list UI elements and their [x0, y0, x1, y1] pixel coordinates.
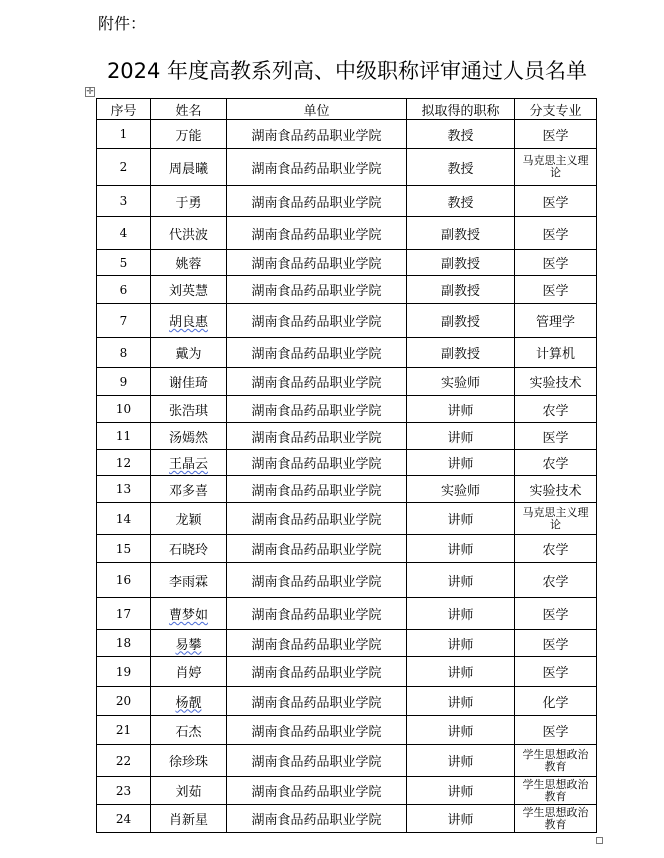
- cell-major: 医学: [515, 250, 597, 276]
- cell-no: 8: [97, 338, 151, 368]
- cell-title: 讲师: [407, 423, 515, 450]
- cell-unit: 湖南食品药品职业学院: [227, 598, 407, 630]
- cell-major: 实验技术: [515, 368, 597, 396]
- cell-major: 化学: [515, 687, 597, 716]
- cell-major: 医学: [515, 716, 597, 745]
- cell-major: 医学: [515, 120, 597, 149]
- cell-unit: 湖南食品药品职业学院: [227, 630, 407, 657]
- spellcheck-name: 曹梦如: [168, 608, 208, 623]
- cell-no: 18: [97, 630, 151, 657]
- cell-unit: 湖南食品药品职业学院: [227, 276, 407, 304]
- cell-unit: 湖南食品药品职业学院: [227, 396, 407, 423]
- cell-name: [151, 598, 227, 630]
- cell-major: 农学: [515, 396, 597, 423]
- cell-major: 学生思想政治教育: [515, 777, 597, 805]
- table-row: [97, 217, 597, 250]
- cell-name: [151, 687, 227, 716]
- cell-unit: 湖南食品药品职业学院: [227, 423, 407, 450]
- cell-no: 21: [97, 716, 151, 745]
- cell-name: 戴为: [151, 338, 227, 368]
- header-no: 序号: [97, 99, 151, 120]
- cell-title: 教授: [407, 120, 515, 149]
- cell-unit: 湖南食品药品职业学院: [227, 368, 407, 396]
- cell-title: 实验师: [407, 368, 515, 396]
- cell-no: 12: [97, 450, 151, 476]
- spellcheck-name: 杨靓: [175, 695, 202, 711]
- cell-title: 讲师: [407, 535, 515, 563]
- cell-major: 学生思想政治教育: [515, 745, 597, 777]
- header-unit: 单位: [227, 99, 407, 120]
- cell-name: 李雨霖: [151, 563, 227, 598]
- cell-name: 张浩琪: [151, 396, 227, 423]
- table-row: [97, 186, 597, 217]
- cell-major: 医学: [515, 657, 597, 687]
- cell-name: 肖新星: [151, 805, 227, 833]
- cell-title: 副教授: [407, 304, 515, 338]
- table-row: [97, 476, 597, 503]
- cell-name: 邓多喜: [151, 476, 227, 503]
- table-body: [97, 120, 597, 833]
- cell-no: 13: [97, 476, 151, 503]
- attachment-label: 附件：: [98, 14, 147, 33]
- spellcheck-name: 胡良惠: [168, 315, 208, 330]
- cell-name: 姚蓉: [151, 250, 227, 276]
- cell-no: 20: [97, 687, 151, 716]
- cell-no: 3: [97, 186, 151, 217]
- cell-major: 农学: [515, 450, 597, 476]
- cell-unit: 湖南食品药品职业学院: [227, 250, 407, 276]
- table-row: [97, 149, 597, 186]
- table-row: [97, 276, 597, 304]
- cell-title: 讲师: [407, 657, 515, 687]
- cell-title: 讲师: [407, 777, 515, 805]
- cell-no: 23: [97, 777, 151, 805]
- cell-name: 徐珍珠: [151, 745, 227, 777]
- cell-title: 讲师: [407, 745, 515, 777]
- cell-title: 讲师: [407, 630, 515, 657]
- cell-name: 刘英慧: [151, 276, 227, 304]
- cell-name: 肖婷: [151, 657, 227, 687]
- table-header-row: [97, 99, 597, 120]
- cell-major: 马克思主义理论: [515, 149, 597, 186]
- cell-no: 10: [97, 396, 151, 423]
- cell-name: 谢佳琦: [151, 368, 227, 396]
- cell-no: 1: [97, 120, 151, 149]
- cell-major: 医学: [515, 598, 597, 630]
- cell-unit: 湖南食品药品职业学院: [227, 805, 407, 833]
- cell-title: 讲师: [407, 687, 515, 716]
- cell-unit: 湖南食品药品职业学院: [227, 777, 407, 805]
- cell-title: 讲师: [407, 716, 515, 745]
- cell-name: [151, 304, 227, 338]
- cell-no: 4: [97, 217, 151, 250]
- cell-title: 教授: [407, 149, 515, 186]
- cell-title: 讲师: [407, 598, 515, 630]
- table-row: [97, 250, 597, 276]
- cell-unit: 湖南食品药品职业学院: [227, 217, 407, 250]
- table-row: [97, 716, 597, 745]
- table-row: [97, 630, 597, 657]
- table-row: [97, 598, 597, 630]
- cell-unit: 湖南食品药品职业学院: [227, 304, 407, 338]
- personnel-table: [96, 98, 597, 833]
- cell-no: 22: [97, 745, 151, 777]
- table-row: [97, 657, 597, 687]
- cell-title: 副教授: [407, 217, 515, 250]
- cell-name: 于勇: [151, 186, 227, 217]
- document-title: 2024 年度高教系列高、中级职称评审通过人员名单: [106, 59, 588, 83]
- cell-unit: 湖南食品药品职业学院: [227, 149, 407, 186]
- cell-title: 讲师: [407, 563, 515, 598]
- table-row: [97, 805, 597, 833]
- cell-no: 11: [97, 423, 151, 450]
- cell-major: 医学: [515, 276, 597, 304]
- cell-no: 5: [97, 250, 151, 276]
- table-row: [97, 503, 597, 535]
- cell-name: 周晨曦: [151, 149, 227, 186]
- cell-title: 副教授: [407, 250, 515, 276]
- cell-unit: 湖南食品药品职业学院: [227, 535, 407, 563]
- cell-unit: 湖南食品药品职业学院: [227, 745, 407, 777]
- table-row: [97, 535, 597, 563]
- cell-name: 汤嫣然: [151, 423, 227, 450]
- move-cross-icon[interactable]: ✛: [86, 87, 94, 97]
- cell-no: 9: [97, 368, 151, 396]
- cell-unit: 湖南食品药品职业学院: [227, 716, 407, 745]
- table-row: [97, 368, 597, 396]
- cell-major: 农学: [515, 535, 597, 563]
- cell-major: 医学: [515, 423, 597, 450]
- cell-title: 讲师: [407, 805, 515, 833]
- table-row: [97, 304, 597, 338]
- cell-unit: 湖南食品药品职业学院: [227, 120, 407, 149]
- cell-unit: 湖南食品药品职业学院: [227, 338, 407, 368]
- cell-major: 实验技术: [515, 476, 597, 503]
- header-major: 分支专业: [515, 99, 597, 120]
- header-title: 拟取得的职称: [407, 99, 515, 120]
- cell-name: 石晓玲: [151, 535, 227, 563]
- spellcheck-name: 王晶云: [168, 457, 208, 472]
- cell-unit: 湖南食品药品职业学院: [227, 186, 407, 217]
- cell-major: 计算机: [515, 338, 597, 368]
- cell-major: 医学: [515, 630, 597, 657]
- cell-title: 讲师: [407, 450, 515, 476]
- cell-unit: 湖南食品药品职业学院: [227, 563, 407, 598]
- cell-no: 6: [97, 276, 151, 304]
- cell-no: 14: [97, 503, 151, 535]
- cell-title: 实验师: [407, 476, 515, 503]
- cell-name: [151, 630, 227, 657]
- cell-title: 副教授: [407, 338, 515, 368]
- cell-name: [151, 450, 227, 476]
- table-row: [97, 423, 597, 450]
- cell-no: 16: [97, 563, 151, 598]
- cell-name: 代洪波: [151, 217, 227, 250]
- cell-name: 刘茹: [151, 777, 227, 805]
- cell-no: 2: [97, 149, 151, 186]
- cell-major: 管理学: [515, 304, 597, 338]
- table-row: [97, 396, 597, 423]
- table-row: [97, 745, 597, 777]
- cell-unit: 湖南食品药品职业学院: [227, 476, 407, 503]
- cell-title: 教授: [407, 186, 515, 217]
- cell-no: 19: [97, 657, 151, 687]
- cell-no: 24: [97, 805, 151, 833]
- cell-major: 农学: [515, 563, 597, 598]
- spellcheck-name: 易攀: [175, 637, 202, 653]
- cell-unit: 湖南食品药品职业学院: [227, 503, 407, 535]
- cell-unit: 湖南食品药品职业学院: [227, 450, 407, 476]
- cell-name: 万能: [151, 120, 227, 149]
- cell-title: 讲师: [407, 396, 515, 423]
- table-row: [97, 563, 597, 598]
- cell-unit: 湖南食品药品职业学院: [227, 687, 407, 716]
- cell-major: 医学: [515, 186, 597, 217]
- cell-major: 医学: [515, 217, 597, 250]
- cell-title: 副教授: [407, 276, 515, 304]
- table-row: [97, 450, 597, 476]
- cell-major: 学生思想政治教育: [515, 805, 597, 833]
- cell-name: 龙颖: [151, 503, 227, 535]
- cell-title: 讲师: [407, 503, 515, 535]
- table-row: [97, 338, 597, 368]
- header-name: 姓名: [151, 99, 227, 120]
- cell-no: 7: [97, 304, 151, 338]
- cell-unit: 湖南食品药品职业学院: [227, 657, 407, 687]
- cell-major: 马克思主义理论: [515, 503, 597, 535]
- table-row: [97, 120, 597, 149]
- cell-name: 石杰: [151, 716, 227, 745]
- table-row: [97, 777, 597, 805]
- table-row: [97, 687, 597, 716]
- resize-square-icon[interactable]: [596, 837, 603, 844]
- cell-no: 15: [97, 535, 151, 563]
- cell-no: 17: [97, 598, 151, 630]
